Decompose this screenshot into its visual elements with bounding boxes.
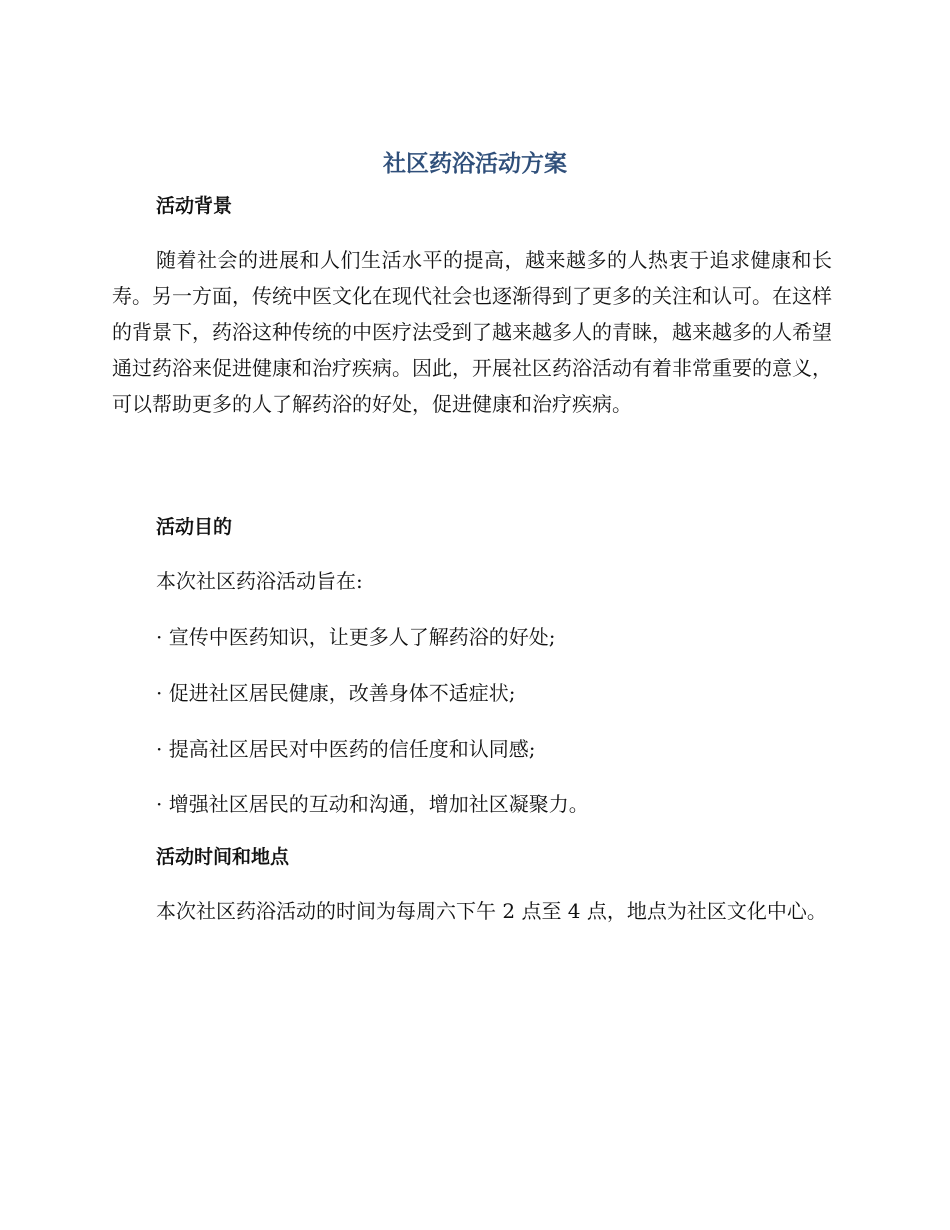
purpose-bullet: · 宣传中医药知识，让更多人了解药浴的好处; [156,625,556,649]
background-paragraph: 随着社会的进展和人们生活水平的提高，越来越多的人热衷于追求健康和长寿。另一方面，传统中医文化在现代社会也逐渐得到了更多的关注和认可。在这样的背景下，药浴这种传统的中医疗法受到了越来越多人的青睐，越来越多的人希望通过药浴来促进健康和治疗疾病。因此，开展社区药浴活动有着非常重要的意义，可以帮助更多的人了解药浴的好处，促进健康和治疗疾病。 [112,248,832,416]
document-title: 社区药浴活动方案 [383,151,567,177]
purpose-intro: 本次社区药浴活动旨在: [156,569,363,593]
section-heading-purpose: 活动目的 [156,516,233,538]
section-heading-time-place: 活动时间和地点 [156,846,290,868]
section-heading-background: 活动背景 [156,195,233,217]
time-place-paragraph: 本次社区药浴活动的时间为每周六下午 2 点至 4 点，地点为社区文化中心。 [156,899,827,923]
purpose-bullet: · 促进社区居民健康，改善身体不适症状; [156,681,516,705]
purpose-bullet: · 增强社区居民的互动和沟通，增加社区凝聚力。 [156,792,589,816]
purpose-bullet: · 提高社区居民对中医药的信任度和认同感; [156,737,536,761]
